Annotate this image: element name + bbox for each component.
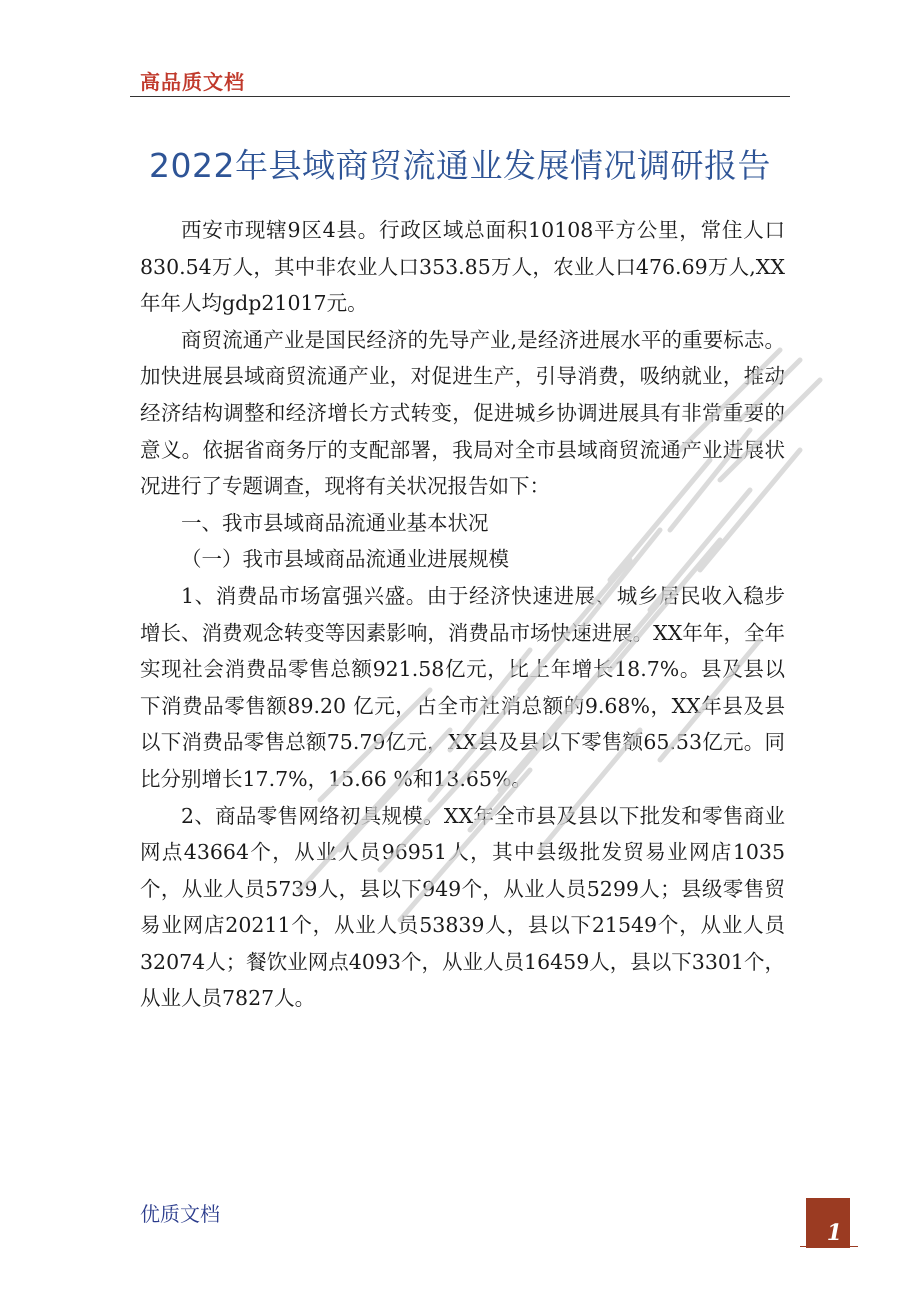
paragraph: 西安市现辖9区4县。行政区域总面积10108平方公里，常住人口830.54万人，其中非农业人口353.85万人，农业人口476.69万人,XX年年人均gdp21017元。	[140, 218, 785, 316]
header-divider	[130, 96, 790, 97]
paragraph: 商贸流通产业是国民经济的先导产业,是经济进展水平的重要标志。加快进展县域商贸流通产业，对促进生产，引导消费，吸纳就业，推动经济结构调整和经济增长方式转变，促进城乡协调进展具有非常重要的意义。依据省商务厅的支配部署，我局对全市县域商贸流通产业进展状况进行了专题调查，现将有关状况报告如下：	[140, 327, 785, 499]
footer-label: 优质文档	[140, 1202, 220, 1226]
page-number: 1	[826, 1220, 842, 1246]
page-number-badge	[806, 1198, 850, 1248]
header-label: 高品质文档	[140, 70, 245, 94]
section-heading: 一、我市县域商品流通业基本状况	[181, 510, 489, 535]
paragraph: 1、消费品市场富强兴盛。由于经济快速进展、城乡居民收入稳步增长、消费观念转变等因素影响，消费品市场快速进展。XX年年，全年实现社会消费品零售总额921.58亿元，比上年增长18.7%。县及县以下消费品零售额89.20 亿元，占全市社消总额的9.68%，XX年县及县以下消费品零售总额75.79亿元，XX县及县以下零售额65.53亿元。同比分别增长17.7%，15.66 %和13.65%。	[140, 583, 785, 791]
paragraph: 2、商品零售网络初具规模。XX年全市县及县以下批发和零售商业网点43664个，从业人员96951人，其中县级批发贸易业网店1035个，从业人员5739人，县以下949个，从业人员5299人；县级零售贸易业网店20211个，从业人员53839人，县以下21549个，从业人员32074人；餐饮业网点4093个，从业人员16459人，县以下3301个，从业人员7827人。	[140, 803, 785, 1011]
document-body	[140, 212, 785, 1017]
document-title: 2022年县域商贸流通业发展情况调研报告	[149, 146, 771, 185]
footer-divider	[800, 1246, 858, 1247]
subsection-heading: （一）我市县域商品流通业进展规模	[181, 547, 509, 572]
